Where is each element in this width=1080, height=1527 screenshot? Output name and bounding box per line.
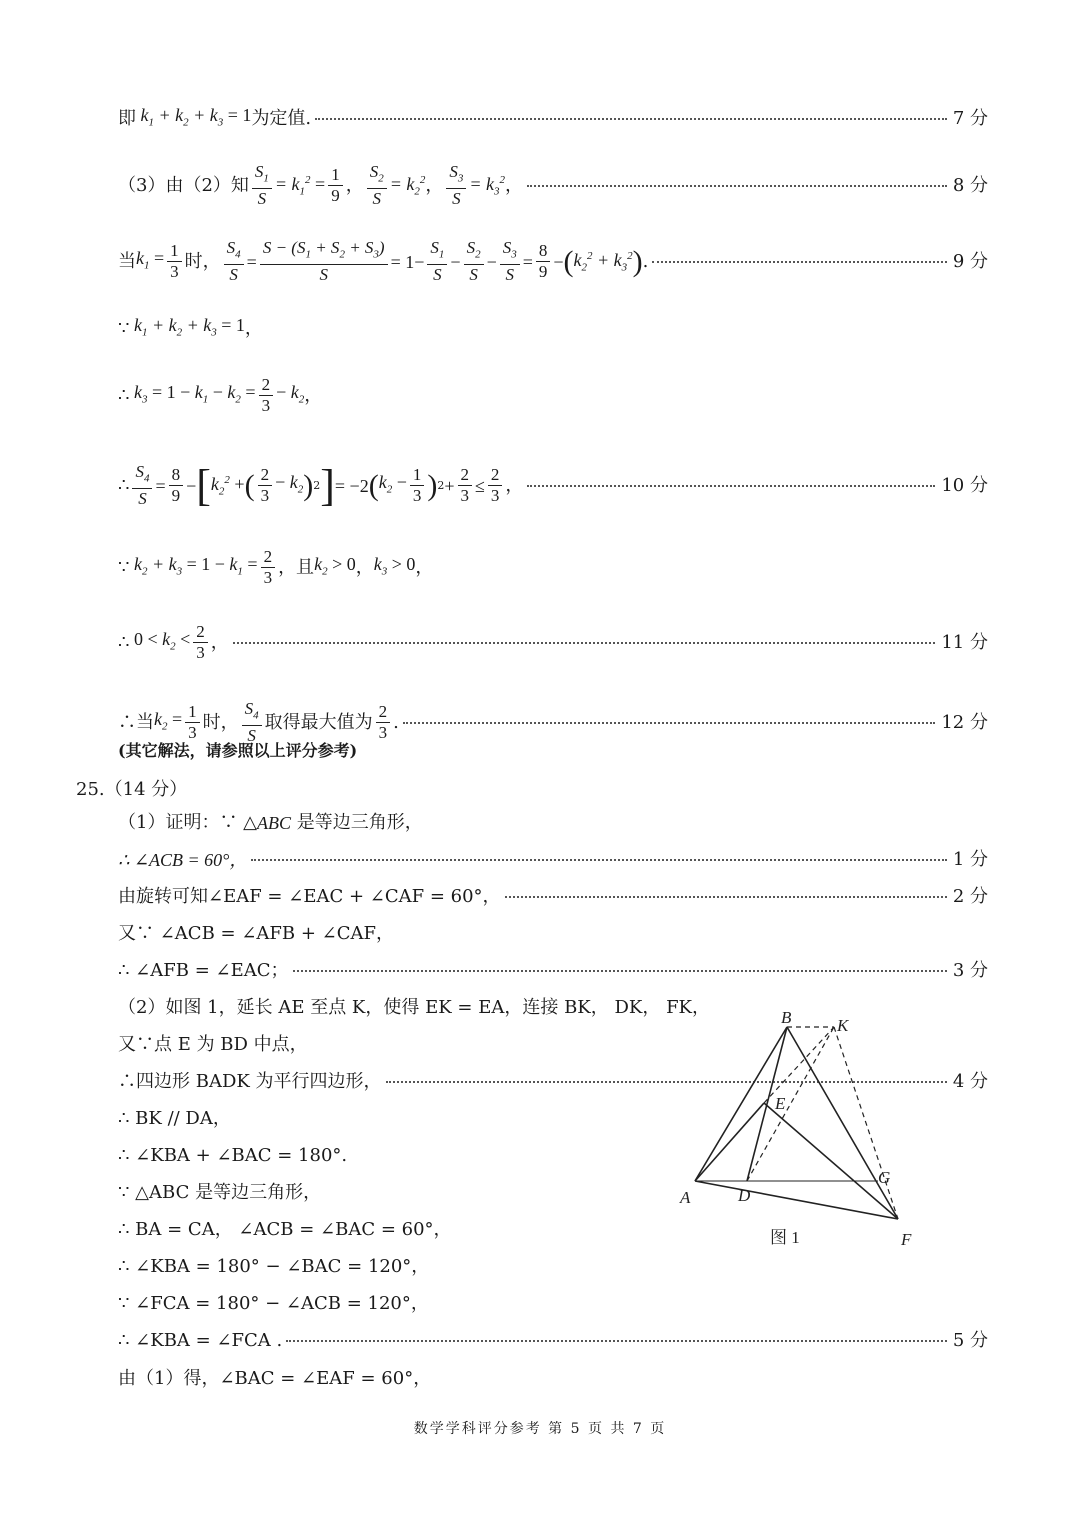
text: ∵ △ABC 是等边三角形， <box>118 1182 322 1203</box>
q25-line-3 <box>118 886 988 908</box>
q25-line-11 <box>118 1182 620 1204</box>
q25-line-16 <box>118 1368 988 1390</box>
score-label: 11 分 <box>941 631 988 653</box>
segment-AB <box>695 1027 787 1181</box>
q25-line-13 <box>118 1256 620 1278</box>
fraction: $\frac{1}{9}$ <box>328 165 343 206</box>
label-E: E <box>775 1094 786 1113</box>
q25-line-9 <box>118 1108 620 1130</box>
fraction: $\frac{S_2}{S}$ <box>367 162 387 209</box>
therefore-symbol: ∴ <box>118 631 130 653</box>
text: 当 <box>118 250 136 272</box>
text: ∴当 <box>118 711 154 733</box>
text: ∴四边形 BADK 为平行四边形， <box>118 1071 382 1092</box>
label-G: G <box>878 1168 891 1187</box>
leader-dots <box>505 896 947 898</box>
score-label: 9 分 <box>952 250 988 272</box>
text: 取得最大值为 <box>264 711 373 733</box>
solution-line-7: ∵ $k_2 + k_3 = 1 - k_1$ = $\frac{2}{3}$ ，且 $k_2 > 0$ ， $k_3 > 0$ ， <box>118 547 434 587</box>
segment-EF <box>764 1103 898 1219</box>
text: （1）证明：∵ △ <box>118 812 258 833</box>
text: 又∵ ∠ACB = ∠AFB + ∠CAF， <box>118 923 394 944</box>
segment-AF <box>695 1181 898 1219</box>
text: ∴ ∠ACB = 60°， <box>118 850 248 870</box>
q25-line-10 <box>118 1145 620 1167</box>
leader-dots <box>652 261 946 263</box>
text: 由旋转可知∠EAF = ∠EAC + ∠CAF = 60°， <box>118 886 501 907</box>
solution-line-3: 当 $k_1$ = $\frac{1}{3}$ 时， $\frac{S_4}{S}$ = $\frac{S - (S_1 + S_2 + S_3)}{S}$ = 1− $\frac{S_1}{S}$ − $\frac{S_2}{S}$ − $\frac{S_3}{S}$ = $\frac{8}{9}$ − ( $k_2^2 + k_3^2$ ) . 9 分 <box>118 238 988 285</box>
segment-BF <box>787 1027 898 1219</box>
text: 时， <box>184 250 221 272</box>
text: ∴ ∠KBA = 180° − ∠BAC = 120°， <box>118 1256 430 1277</box>
label-D: D <box>738 1186 751 1205</box>
solution-line-6: ∴ $\frac{S_4}{S}$ = $\frac{8}{9}$ − [ $k_2^2$ + ( $\frac{2}{3}$ − $k_2$ ) 2 ] = −2 ( $k_2$ − $\frac{1}{3}$ ) 2 + $\frac{2}{3}$ ≤ $\frac{2}{3}$ ， 10 分 <box>118 460 988 510</box>
score-label: 5 分 <box>952 1330 988 1351</box>
score-label: 12 分 <box>941 711 988 733</box>
leader-dots <box>527 485 935 487</box>
solution-line-5: ∴ $k_3 = 1 - k_1 - k_2$ = $\frac{2}{3}$ − $k_2$ ， <box>118 375 323 415</box>
solution-line-9: ∴当 $k_2$ = $\frac{1}{3}$ 时， $\frac{S_4}{S}$ 取得最大值为 $\frac{2}{3}$ . 12 分 <box>118 699 988 746</box>
leader-dots <box>286 1340 947 1342</box>
q25-line-6 <box>118 997 720 1019</box>
score-label: 4 分 <box>952 1071 988 1092</box>
leader-dots <box>527 185 947 187</box>
text: ∴ ∠KBA = ∠FCA . <box>118 1330 283 1351</box>
score-label: 1 分 <box>952 849 988 870</box>
solution-line-8: ∴ $0 < k_2$ < $\frac{2}{3}$ ， 11 分 <box>118 622 988 662</box>
score-label: 10 分 <box>941 474 988 496</box>
segment-DK <box>747 1027 834 1181</box>
fraction: $\frac{S_1}{S}$ <box>252 162 272 209</box>
text: ∴ ∠KBA + ∠BAC = 180°. <box>118 1145 348 1166</box>
segment-KF <box>834 1027 898 1219</box>
score-label: 2 分 <box>952 886 988 907</box>
solution-line-2: （3）由（2）知 $\frac{S_1}{S}$ = $k_1^2$ = $\frac{1}{9}$ ， $\frac{S_2}{S}$ = $k_2^2$ ， $\frac{S_3}{S}$ = $k_3^2$ ， 8 分 <box>118 162 988 209</box>
formula: $k_1 + k_2 + k_3 = 1$ <box>136 105 252 129</box>
q25-line-5 <box>118 960 988 982</box>
q25-line-14 <box>118 1293 620 1315</box>
q25-line-7 <box>118 1034 720 1056</box>
score-label: 3 分 <box>952 960 988 981</box>
text: （2）如图 1，延长 AE 至点 K，使得 EK = EA，连接 BK， DK， FK， <box>118 997 711 1018</box>
label-A: A <box>680 1188 691 1207</box>
fraction: $\frac{S_3}{S}$ <box>446 162 466 209</box>
q25-line-12 <box>118 1219 620 1241</box>
figure-caption: 图 1 <box>770 1228 800 1247</box>
leader-dots <box>251 859 946 861</box>
q25-line-2 <box>118 849 988 871</box>
text: ∴ ∠AFB = ∠EAC； <box>118 960 289 981</box>
leader-dots <box>403 722 935 724</box>
because-symbol: ∵ <box>118 317 130 339</box>
solution-line-4: ∵ $k_1 + k_2 + k_3 = 1$ ， <box>118 315 263 339</box>
score-label: 7 分 <box>952 107 988 129</box>
label-B: B <box>781 1008 792 1027</box>
text: （3）由（2）知 <box>118 174 249 196</box>
text: 为定值. <box>251 107 312 129</box>
therefore-symbol: ∴ <box>118 384 130 406</box>
leader-dots <box>233 642 936 644</box>
score-label: 8 分 <box>952 174 988 196</box>
question-25-header: 25.（14 分） <box>76 779 188 800</box>
q25-line-15 <box>118 1330 988 1352</box>
leader-dots <box>315 118 947 120</box>
therefore-symbol: ∴ <box>118 474 130 496</box>
text: ∴ BA = CA， ∠ACB = ∠BAC = 60°， <box>118 1219 452 1240</box>
text: 是等边三角形， <box>296 812 423 833</box>
q25-line-4 <box>118 923 988 945</box>
label-K: K <box>837 1016 849 1035</box>
leader-dots <box>293 970 947 972</box>
because-symbol: ∵ <box>118 556 130 578</box>
label-F: F <box>901 1230 912 1249</box>
page-footer: 数学学科评分参考 第 5 页 共 7 页 <box>413 1421 667 1437</box>
text: 即 <box>118 107 136 129</box>
text: ∴ BK // DA， <box>118 1108 231 1129</box>
text: 又∵点 E 为 BD 中点， <box>118 1034 308 1055</box>
text: ，且 <box>278 556 315 578</box>
solution-line-1 <box>118 104 988 134</box>
geometry-figure <box>660 1005 930 1265</box>
text: 由（1）得，∠BAC = ∠EAF = 60°， <box>118 1368 432 1389</box>
text: ∵ ∠FCA = 180° − ∠ACB = 120°， <box>118 1293 429 1314</box>
alternative-solutions-note: (其它解法，请参照以上评分参考) <box>118 741 358 760</box>
text: 时， <box>202 711 239 733</box>
q25-line-1: （1）证明：∵ △ ABC 是等边三角形， <box>118 812 423 833</box>
